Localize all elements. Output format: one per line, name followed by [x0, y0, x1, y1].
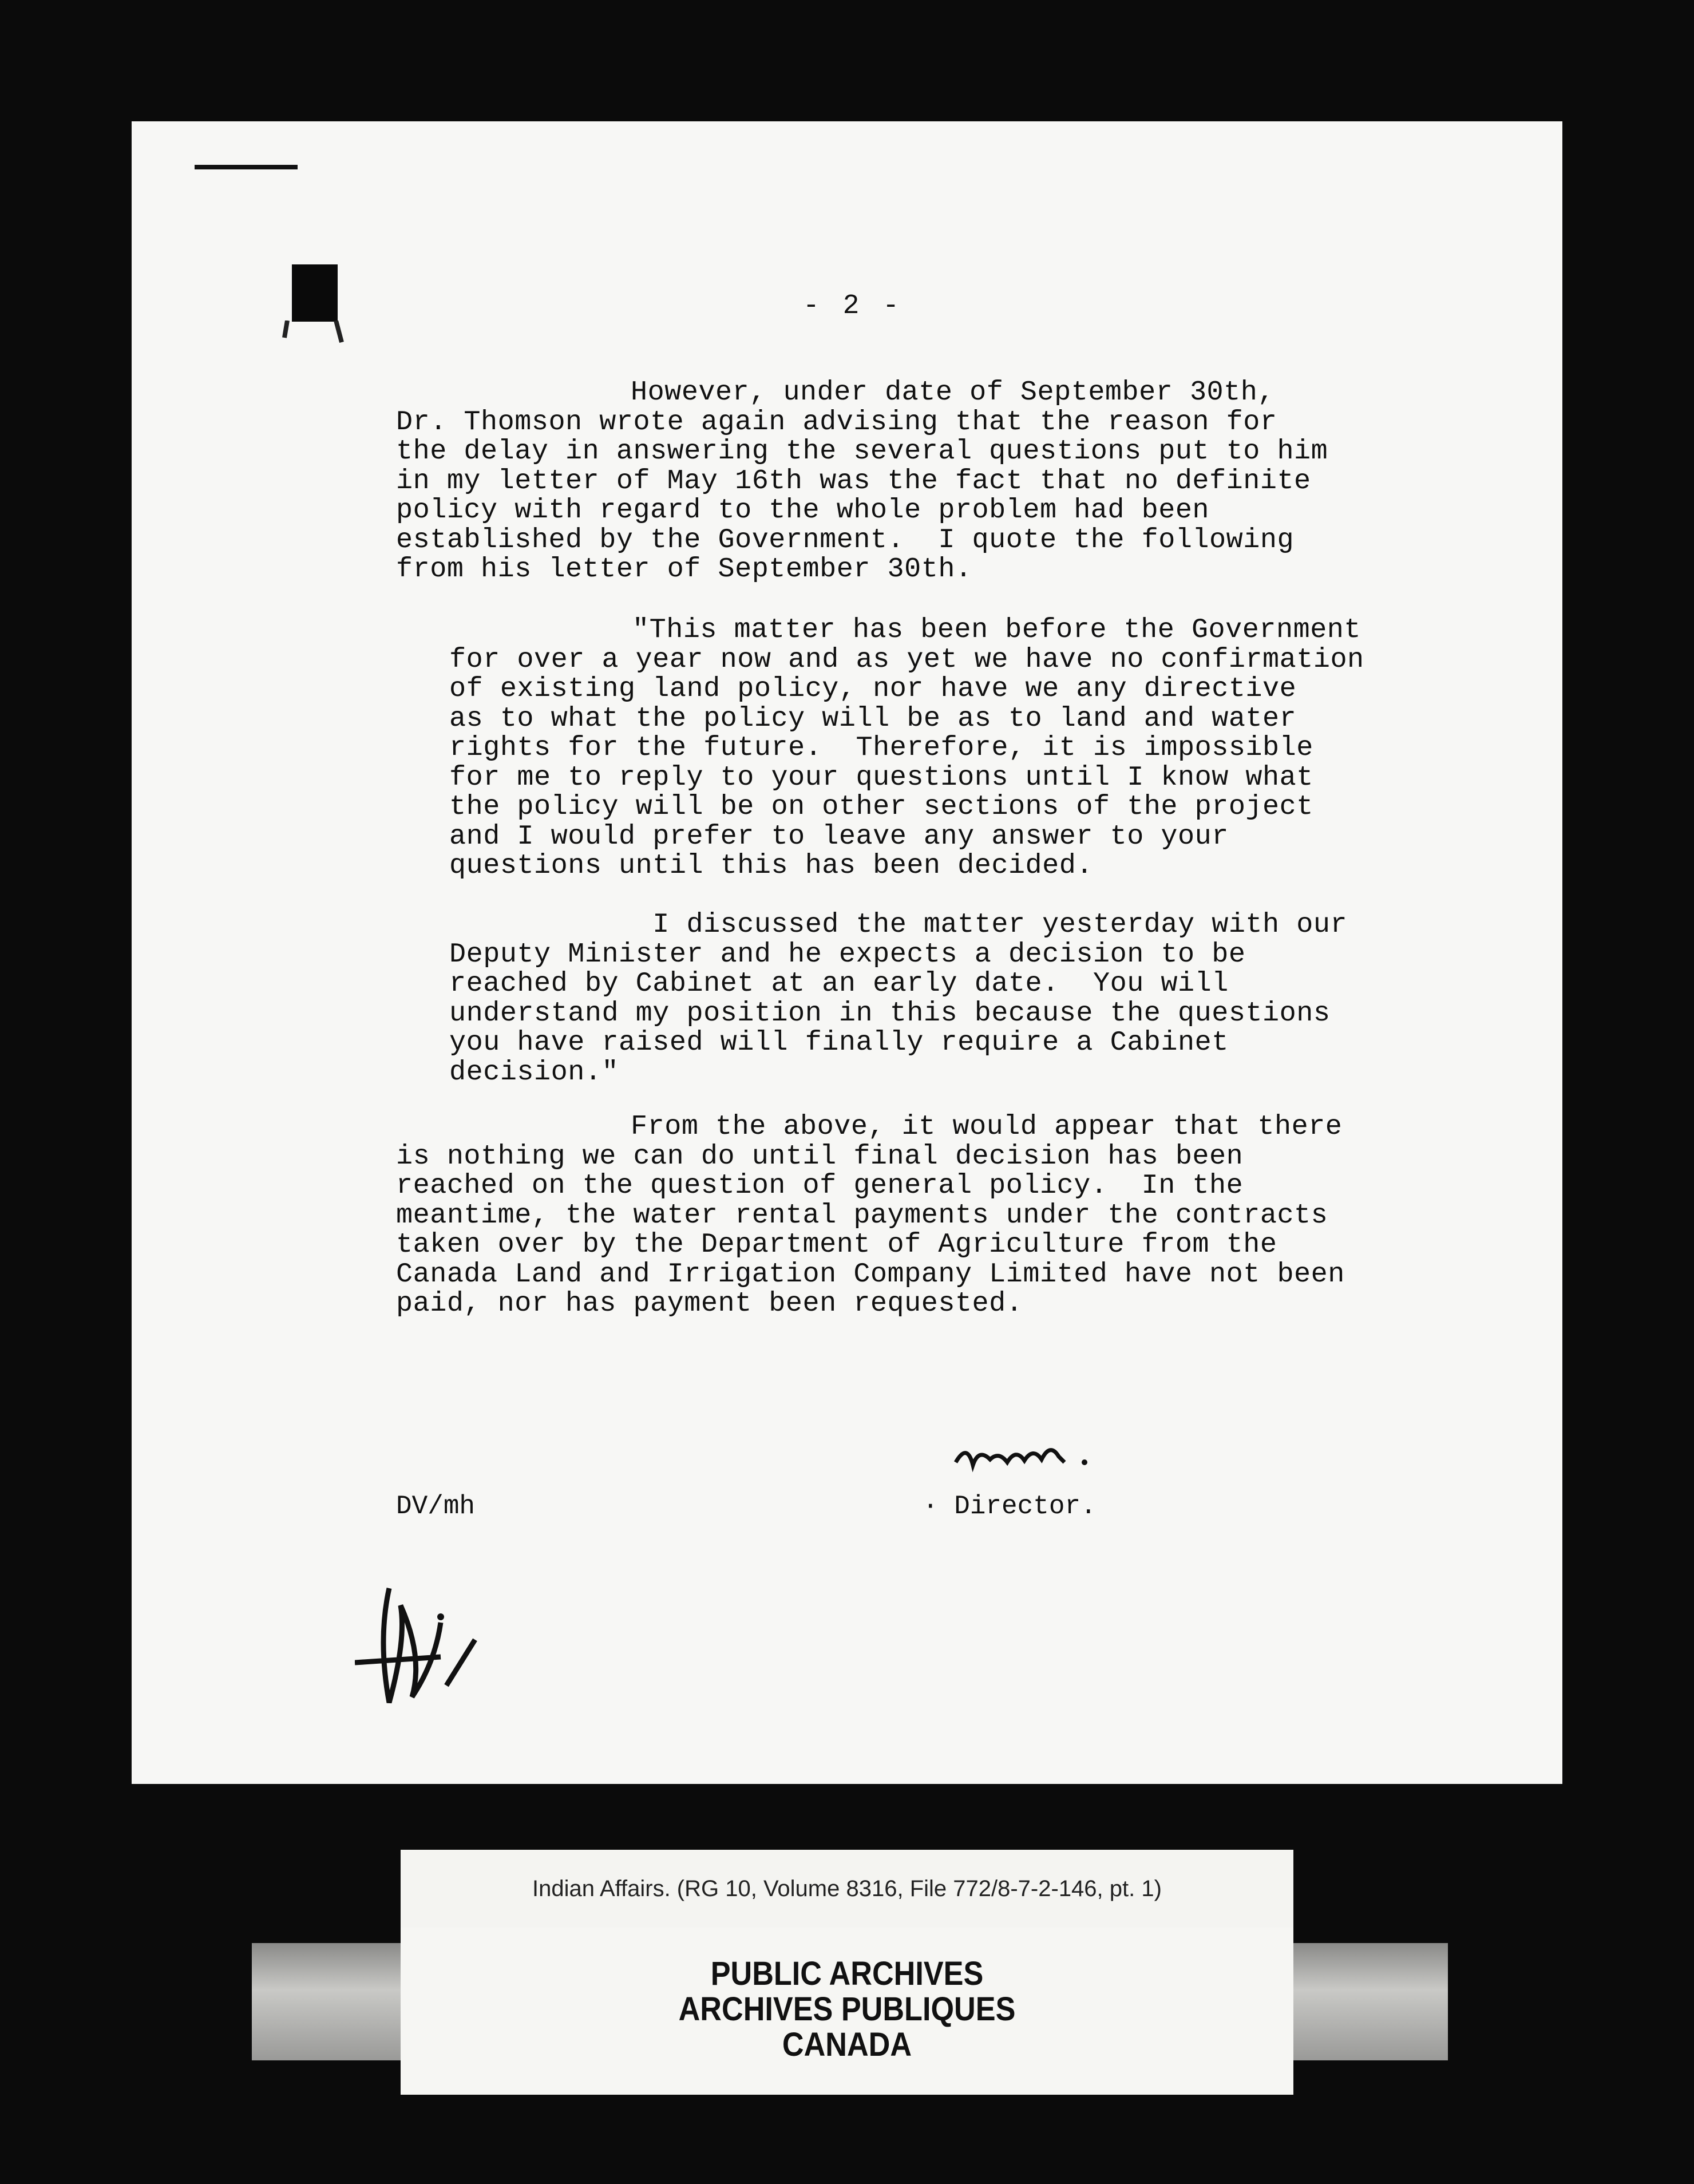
typist-initials: DV/mh	[396, 1491, 476, 1521]
archive-stamp-line1: PUBLIC ARCHIVES	[710, 1955, 984, 1992]
paragraph-conclusion	[396, 1112, 1345, 1319]
paragraph-indent	[449, 614, 632, 646]
paragraph-intro	[396, 378, 1328, 584]
paper-clip-mark	[292, 264, 338, 322]
archive-stamp-line3: CANADA	[782, 2026, 912, 2063]
archive-citation: Indian Affairs. (RG 10, Volume 8316, File 772/8-7-2-146, pt. 1)	[532, 1876, 1162, 1901]
quoted-letter	[449, 615, 1364, 1087]
signature-title-text: Director.	[954, 1491, 1097, 1521]
page-number: - 2 -	[802, 291, 903, 322]
archive-stamp-line2: ARCHIVES PUBLIQUES	[678, 1991, 1016, 2028]
director-signature	[950, 1431, 1099, 1482]
margin-bar-mark	[195, 165, 298, 169]
archive-citation-label	[401, 1850, 1293, 1928]
handwritten-initial	[355, 1571, 486, 1720]
quoted-letter-text: "This matter has been before the Government for over a year now and as yet we have no confirmation of existing land policy, nor have we any directive as to what the policy will be as to land and water rights for the future. Therefore, it is impossible for me to reply to your questions until I know what the policy will be on other sections of the project and I would prefer to leave any answer to your questions until this has been decided. I discussed the matter yesterday with our Deputy Minister and he expects a decision to be reached by Cabinet at an early date. You will understand my position in this because the questions you have raised will finally require a Cabinet decision."	[449, 614, 1364, 1088]
signature-title: · Director.	[923, 1491, 1097, 1521]
paragraph-indent	[396, 377, 631, 408]
archive-stamp	[445, 1956, 1249, 2063]
paragraph-intro-text: However, under date of September 30th, Dr. Thomson wrote again advising that the reason for the delay in answering the several questions put to him in my letter of May 16th was the fact that no definite policy with regard to the whole problem had been established by the Government. I quote the following from his letter of September 30th.	[396, 377, 1328, 585]
paragraph-indent	[396, 1111, 631, 1142]
paragraph-conclusion-text: From the above, it would appear that there is nothing we can do until final decision has been reached on the question of general policy. In the meantime, the water rental payments under the contracts taken over by the Department of Agriculture from the Canada Land and Irrigation Company Limited have not been paid, nor has payment been requested.	[396, 1111, 1345, 1319]
clip-shadow-mark	[282, 321, 345, 343]
